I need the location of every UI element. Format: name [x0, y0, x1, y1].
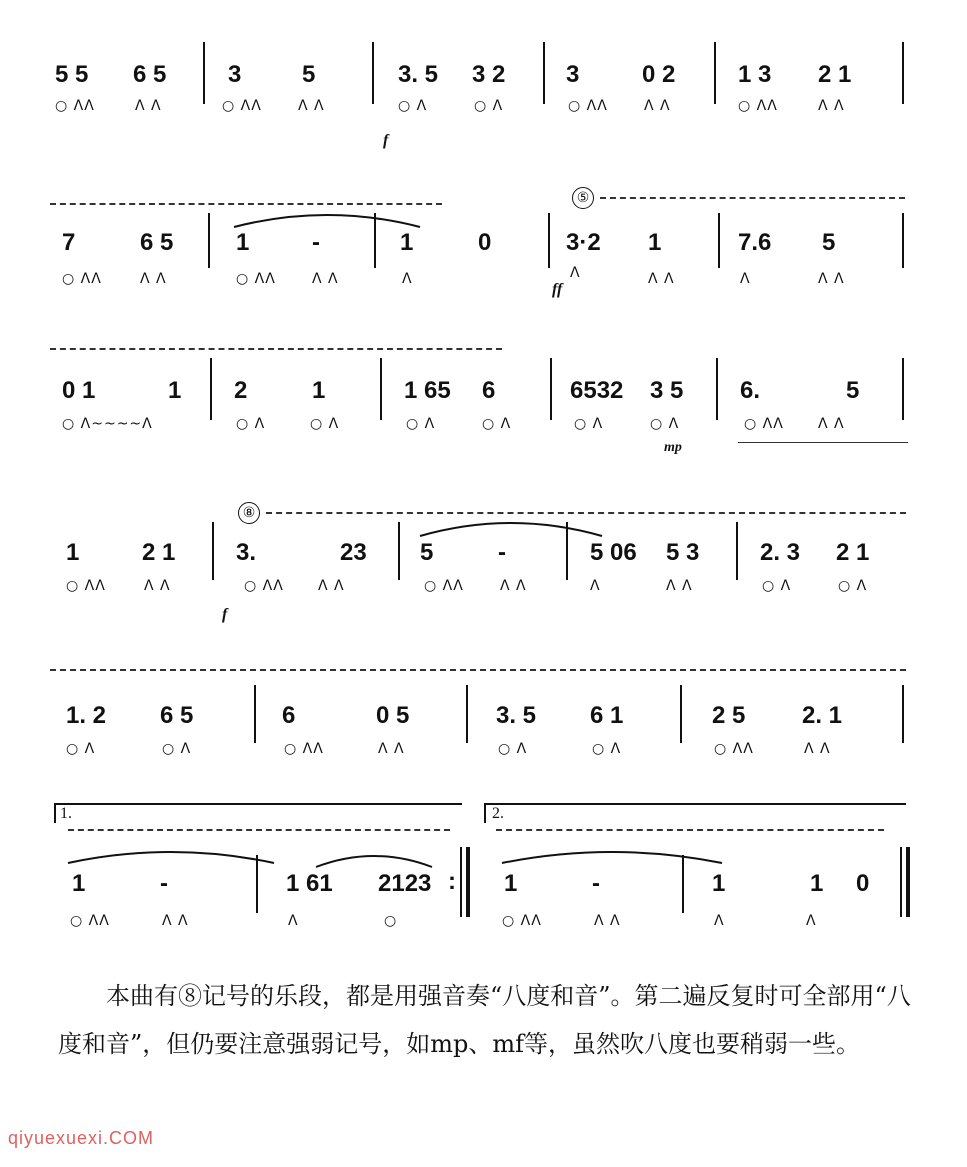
articulation: Λ: [590, 578, 601, 594]
articulation: Λ: [714, 913, 725, 929]
note-group: 2 5: [712, 702, 746, 729]
note-group: 2123: [378, 870, 432, 897]
barline: [254, 685, 256, 743]
articulation: ○ ΛΛ: [502, 913, 542, 929]
note-group: 6.: [740, 377, 761, 404]
articulation: ○ ΛΛ: [55, 98, 95, 114]
slur: [66, 847, 276, 865]
articulation: ○ ΛΛ: [66, 578, 106, 594]
volta-bracket-1: [54, 803, 462, 823]
explanation-paragraph: 本曲有⑧记号的乐段，都是用强音奏“八度和音”。第二遍反复时可全部用“八度和音”，但仍要注意强弱记号，如mp、mf等，虽然吹八度也要稍弱一些。: [58, 982, 911, 1058]
articulation: Λ: [402, 271, 413, 287]
barline: [682, 855, 684, 913]
note-group: -: [312, 229, 320, 256]
barline: [714, 42, 716, 104]
barline: [718, 213, 720, 268]
note-group: 5: [846, 377, 860, 404]
note-group: 1 65: [404, 377, 451, 404]
barline: [212, 522, 214, 580]
note-group: 1: [236, 229, 250, 256]
octave-line: [68, 829, 450, 831]
articulation: Λ Λ: [298, 98, 325, 114]
octave-line: [50, 348, 502, 350]
barline: [900, 847, 902, 917]
articulation: ○ ΛΛ: [284, 741, 324, 757]
note-group: 5 5: [55, 61, 89, 88]
articulation: Λ: [806, 913, 817, 929]
note-group: 0 2: [642, 61, 676, 88]
articulation: Λ Λ: [644, 98, 671, 114]
barline: [902, 213, 904, 268]
score-row-6: [0, 795, 967, 955]
articulation: ○ Λ: [398, 98, 428, 114]
score-row-4: [0, 500, 967, 623]
rehearsal-mark: ⑤: [572, 187, 594, 209]
note-group: 6 1: [590, 702, 624, 729]
barline: [208, 213, 210, 268]
volta-label-1: 1.: [60, 805, 72, 822]
articulation: Λ Λ: [135, 98, 162, 114]
note-group: 7: [62, 229, 76, 256]
articulation: ○ ΛΛ: [738, 98, 778, 114]
articulation: Λ Λ: [140, 271, 167, 287]
articulation: Λ Λ: [500, 578, 527, 594]
barline: [680, 685, 682, 743]
note-group: 2: [234, 377, 248, 404]
note-group: -: [498, 539, 506, 566]
articulation: Λ: [570, 265, 581, 281]
note-group: 2. 3: [760, 539, 801, 566]
articulation: ○ Λ: [762, 578, 792, 594]
note-group: 3: [228, 61, 242, 88]
slur: [232, 209, 422, 229]
note-group: 6: [282, 702, 296, 729]
barline: [548, 213, 550, 268]
barline: [203, 42, 205, 104]
note-group: -: [160, 870, 168, 897]
articulation: ○ Λ: [650, 416, 680, 432]
articulation: ○ ΛΛ: [714, 741, 754, 757]
note-group: 6 5: [160, 702, 194, 729]
volta-label-2: 2.: [492, 805, 504, 822]
dynamic-mark: f: [222, 606, 228, 623]
articulation: Λ Λ: [162, 913, 189, 929]
barline: [736, 522, 738, 580]
note-group: 0 1: [62, 377, 96, 404]
barline: [466, 685, 468, 743]
note-group: 6532: [570, 377, 624, 404]
note-group: 5: [420, 539, 434, 566]
octave-line: [50, 669, 906, 671]
slur: [500, 847, 724, 865]
barline: [374, 213, 376, 268]
note-group: 0 5: [376, 702, 410, 729]
volta-bracket-2: [484, 803, 906, 823]
note-group: 1: [400, 229, 414, 256]
articulation: ○ ΛΛ: [424, 578, 464, 594]
note-group: 1: [504, 870, 518, 897]
articulation: Λ Λ: [648, 271, 675, 287]
barline: [380, 358, 382, 420]
note-group: 23: [340, 539, 367, 566]
note-group: 1. 2: [66, 702, 107, 729]
barline: [372, 42, 374, 104]
articulation: ○ Λ: [574, 416, 604, 432]
articulation: ○ Λ: [236, 416, 266, 432]
articulation: Λ: [740, 271, 751, 287]
barline: [210, 358, 212, 420]
watermark: qiyuexuexi.COM: [8, 1128, 155, 1148]
note-group: 1: [168, 377, 182, 404]
note-group: 3 2: [472, 61, 506, 88]
articulation: ○ Λ: [162, 741, 192, 757]
articulation: Λ Λ: [312, 271, 339, 287]
articulation: ○ Λ: [482, 416, 512, 432]
slur: [314, 851, 434, 869]
note-group: 3 5: [650, 377, 684, 404]
dynamic-mark: f: [383, 132, 389, 149]
articulation: ○ Λ: [406, 416, 436, 432]
note-group: 3. 5: [398, 61, 439, 88]
articulation: ○ Λ: [498, 741, 528, 757]
repeat-sign: :: [448, 868, 456, 895]
articulation: Λ Λ: [318, 578, 345, 594]
note-group: 5 3: [666, 539, 700, 566]
barline: [902, 358, 904, 420]
score-row-2: [0, 185, 967, 305]
barline: [543, 42, 545, 104]
slur: [418, 516, 604, 538]
note-group: 1: [66, 539, 80, 566]
articulation: ○ ΛΛ: [70, 913, 110, 929]
note-group: 1: [72, 870, 86, 897]
note-group: 0: [856, 870, 870, 897]
note-group: 5 06: [590, 539, 637, 566]
barline: [550, 358, 552, 420]
note-group: -: [592, 870, 600, 897]
note-group: 1 3: [738, 61, 772, 88]
dynamic-mark: ff: [552, 281, 563, 298]
articulation: ○ ΛΛ: [236, 271, 276, 287]
articulation: ○ Λ: [310, 416, 340, 432]
barline: [256, 855, 258, 913]
articulation: Λ Λ: [594, 913, 621, 929]
score-row-5: [0, 655, 967, 775]
note-group: 3·2: [566, 229, 601, 256]
articulation: ○ Λ: [838, 578, 868, 594]
octave-line: [266, 512, 906, 514]
barline: [902, 42, 904, 104]
barline-thick: [906, 847, 910, 917]
note-group: 1 61: [286, 870, 333, 897]
note-group: 2 1: [836, 539, 870, 566]
note-group: 1: [648, 229, 662, 256]
octave-line: [738, 442, 908, 443]
note-group: 5: [822, 229, 836, 256]
barline: [716, 358, 718, 420]
barline: [566, 522, 568, 580]
rehearsal-mark: ⑧: [238, 502, 260, 524]
note-group: 0: [478, 229, 492, 256]
note-group: 6: [482, 377, 496, 404]
note-group: 3: [566, 61, 580, 88]
articulation: Λ Λ: [818, 98, 845, 114]
articulation: Λ Λ: [804, 741, 831, 757]
note-group: 5: [302, 61, 316, 88]
note-group: 1: [712, 870, 726, 897]
articulation: ○ Λ: [66, 741, 96, 757]
articulation: Λ Λ: [666, 578, 693, 594]
barline-thick: [466, 847, 470, 917]
articulation: Λ Λ: [144, 578, 171, 594]
octave-line: [50, 203, 442, 205]
articulation: ○ ΛΛ: [744, 416, 784, 432]
articulation: ○ Λ: [592, 741, 622, 757]
score-row-3: [0, 340, 967, 460]
articulation: Λ Λ: [818, 416, 845, 432]
articulation: ○ ΛΛ: [222, 98, 262, 114]
note-group: 3.: [236, 539, 257, 566]
articulation: ○ ΛΛ: [568, 98, 608, 114]
octave-line: [600, 197, 905, 199]
barline: [460, 847, 462, 917]
articulation: Λ: [288, 913, 299, 929]
articulation: ○ Λ~~~~Λ: [62, 416, 153, 432]
barline: [398, 522, 400, 580]
dynamic-mark: mp: [664, 440, 682, 455]
note-group: 2 1: [142, 539, 176, 566]
note-group: 2 1: [818, 61, 852, 88]
score-row-1: [0, 40, 967, 160]
articulation: Λ Λ: [818, 271, 845, 287]
note-group: 1: [810, 870, 824, 897]
articulation: Λ Λ: [378, 741, 405, 757]
octave-line: [496, 829, 884, 831]
note-group: 7.6: [738, 229, 772, 256]
note-group: 6 5: [133, 61, 167, 88]
articulation: ○: [384, 913, 398, 929]
note-group: 2. 1: [802, 702, 843, 729]
articulation: ○ ΛΛ: [62, 271, 102, 287]
note-group: 3. 5: [496, 702, 537, 729]
articulation: ○ ΛΛ: [244, 578, 284, 594]
note-group: 1: [312, 377, 326, 404]
note-group: 6 5: [140, 229, 174, 256]
articulation: ○ Λ: [474, 98, 504, 114]
barline: [902, 685, 904, 743]
